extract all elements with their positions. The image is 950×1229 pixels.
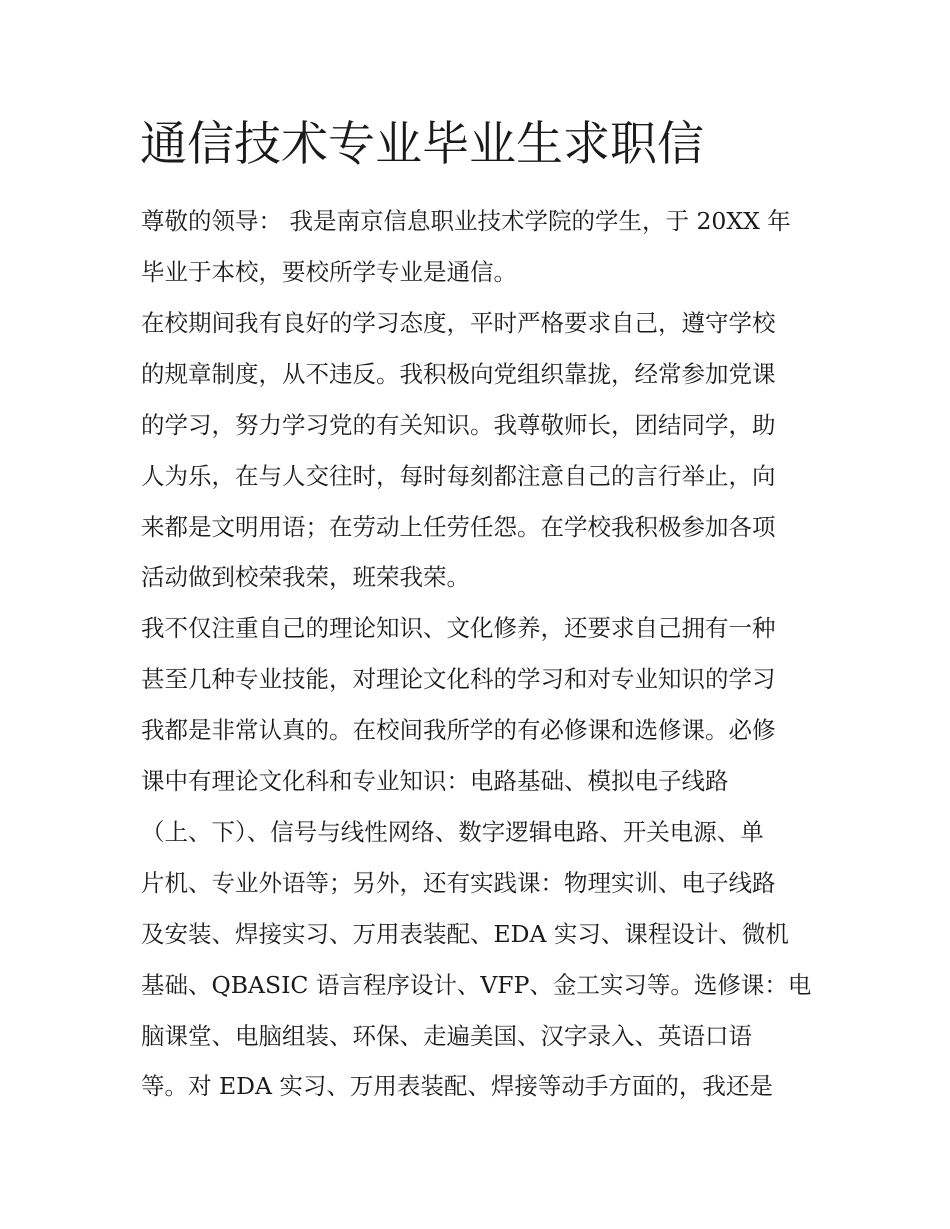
body-line-7: 来都是文明用语；在劳动上任劳任怨。在学校我积极参加各项: [141, 513, 776, 541]
body-line-12: 课中有理论文化科和专业知识：电路基础、模拟电子线路: [141, 767, 729, 795]
body-line-10: 甚至几种专业技能，对理论文化科的学习和对专业知识的学习: [141, 665, 776, 693]
body-line-18: 等。对 EDA 实习、万用表装配、焊接等动手方面的，我还是: [141, 1072, 773, 1100]
body-line-2: 毕业于本校，要校所学专业是通信。: [141, 258, 517, 286]
body-line-8: 活动做到校荣我荣，班荣我荣。: [141, 563, 470, 591]
body-line-16: 基础、QBASIC 语言程序设计、VFP、金工实习等。选修课：电: [141, 971, 812, 999]
body-line-6: 人为乐，在与人交往时，每时每刻都注意自己的言行举止，向: [141, 462, 776, 490]
body-line-11: 我都是非常认真的。在校间我所学的有必修课和选修课。必修: [141, 716, 776, 744]
body-line-1: 尊敬的领导： 我是南京信息职业技术学院的学生，于 20XX 年: [141, 207, 791, 235]
body-line-3: 在校期间我有良好的学习态度，平时严格要求自己，遵守学校: [141, 309, 776, 337]
body-line-17: 脑课堂、电脑组装、环保、走遍美国、汉字录入、英语口语: [141, 1022, 752, 1050]
body-line-15: 及安装、焊接实习、万用表装配、EDA 实习、课程设计、微机: [141, 920, 789, 948]
body-line-9: 我不仅注重自己的理论知识、文化修养，还要求自己拥有一种: [141, 614, 776, 642]
body-line-4: 的规章制度，从不违反。我积极向党组织靠拢，经常参加党课: [141, 360, 776, 388]
body-line-14: 片机、专业外语等；另外，还有实践课：物理实训、电子线路: [141, 869, 776, 897]
body-line-5: 的学习，努力学习党的有关知识。我尊敬师长，团结同学，助: [141, 411, 776, 439]
body-line-13: （上、下）、信号与线性网络、数字逻辑电路、开关电源、单: [141, 818, 764, 846]
document-title: 通信技术专业毕业生求职信: [140, 117, 704, 172]
